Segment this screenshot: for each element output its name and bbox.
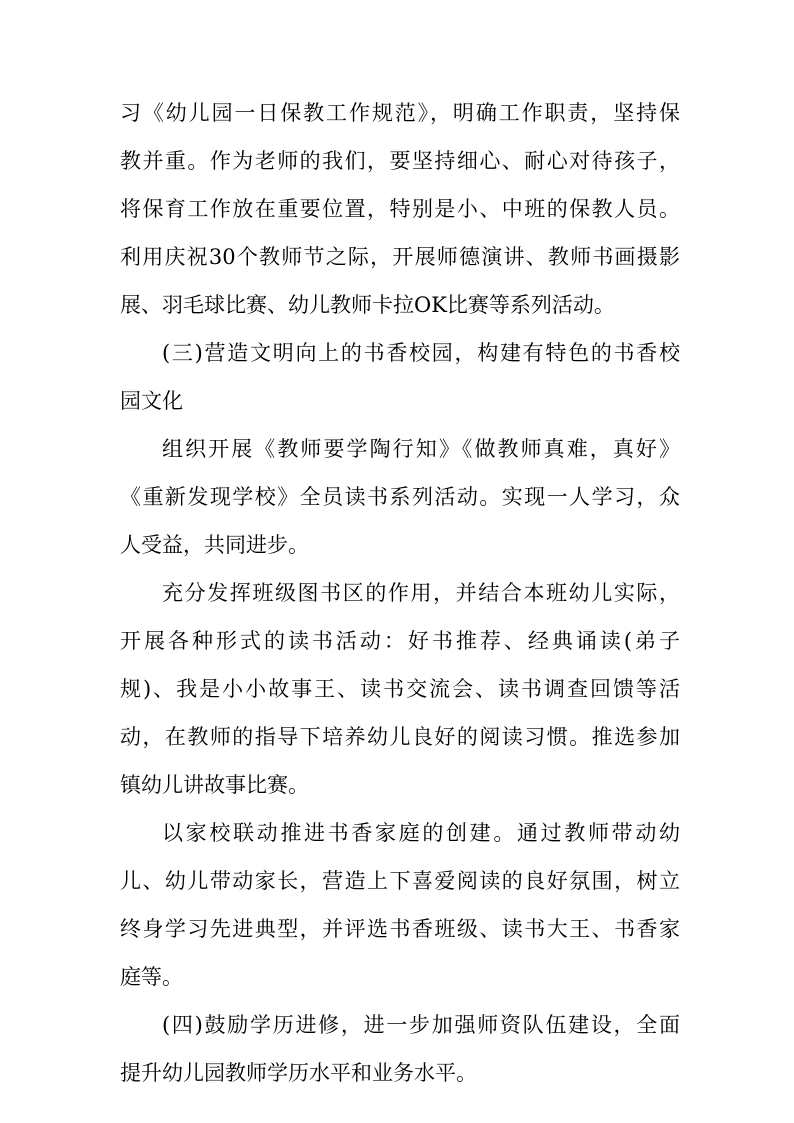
text-line-15: 镇幼儿讲故事比赛。 — [120, 773, 309, 797]
section-heading-4-cont: 提升幼儿园教师学历水平和业务水平。 — [120, 1061, 477, 1085]
text-line-5: 展、羽毛球比赛、幼儿教师卡拉OK比赛等系列活动。 — [120, 293, 615, 317]
text-line-13: 规)、我是小小故事王、读书交流会、读书调查回馈等活 — [120, 677, 680, 701]
text-line-1: 习《幼儿园一日保教工作规范》，明确工作职责，坚持保 — [120, 101, 680, 125]
text-line-14: 动，在教师的指导下培养幼儿良好的阅读习惯。推选参加 — [120, 725, 680, 749]
text-line-3: 将保育工作放在重要位置，特别是小、中班的保教人员。 — [120, 197, 680, 221]
text-line-17: 儿、幼儿带动家长，营造上下喜爱阅读的良好氛围，树立 — [120, 869, 680, 893]
text-line-4: 利用庆祝30个教师节之际，开展师德演讲、教师书画摄影 — [120, 245, 680, 269]
text-line-12: 开展各种形式的读书活动：好书推荐、经典诵读(弟子 — [120, 629, 680, 653]
text-line-2: 教并重。作为老师的我们，要坚持细心、耐心对待孩子， — [120, 149, 680, 173]
section-heading-4: (四)鼓励学历进修，进一步加强师资队伍建设，全面 — [162, 1013, 680, 1037]
text-line-8: 组织开展《教师要学陶行知》《做教师真难，真好》 — [162, 437, 680, 461]
section-heading-3-cont: 园文化 — [120, 389, 183, 413]
text-line-18: 终身学习先进典型，并评选书香班级、读书大王、书香家 — [120, 917, 680, 941]
text-line-11: 充分发挥班级图书区的作用，并结合本班幼儿实际， — [162, 581, 680, 605]
text-line-16: 以家校联动推进书香家庭的创建。通过教师带动幼 — [162, 821, 680, 845]
text-line-10: 人受益，共同进步。 — [120, 533, 309, 557]
section-heading-3: (三)营造文明向上的书香校园，构建有特色的书香校 — [162, 341, 680, 365]
text-line-19: 庭等。 — [120, 965, 183, 989]
text-line-9: 《重新发现学校》全员读书系列活动。实现一人学习，众 — [120, 485, 680, 509]
